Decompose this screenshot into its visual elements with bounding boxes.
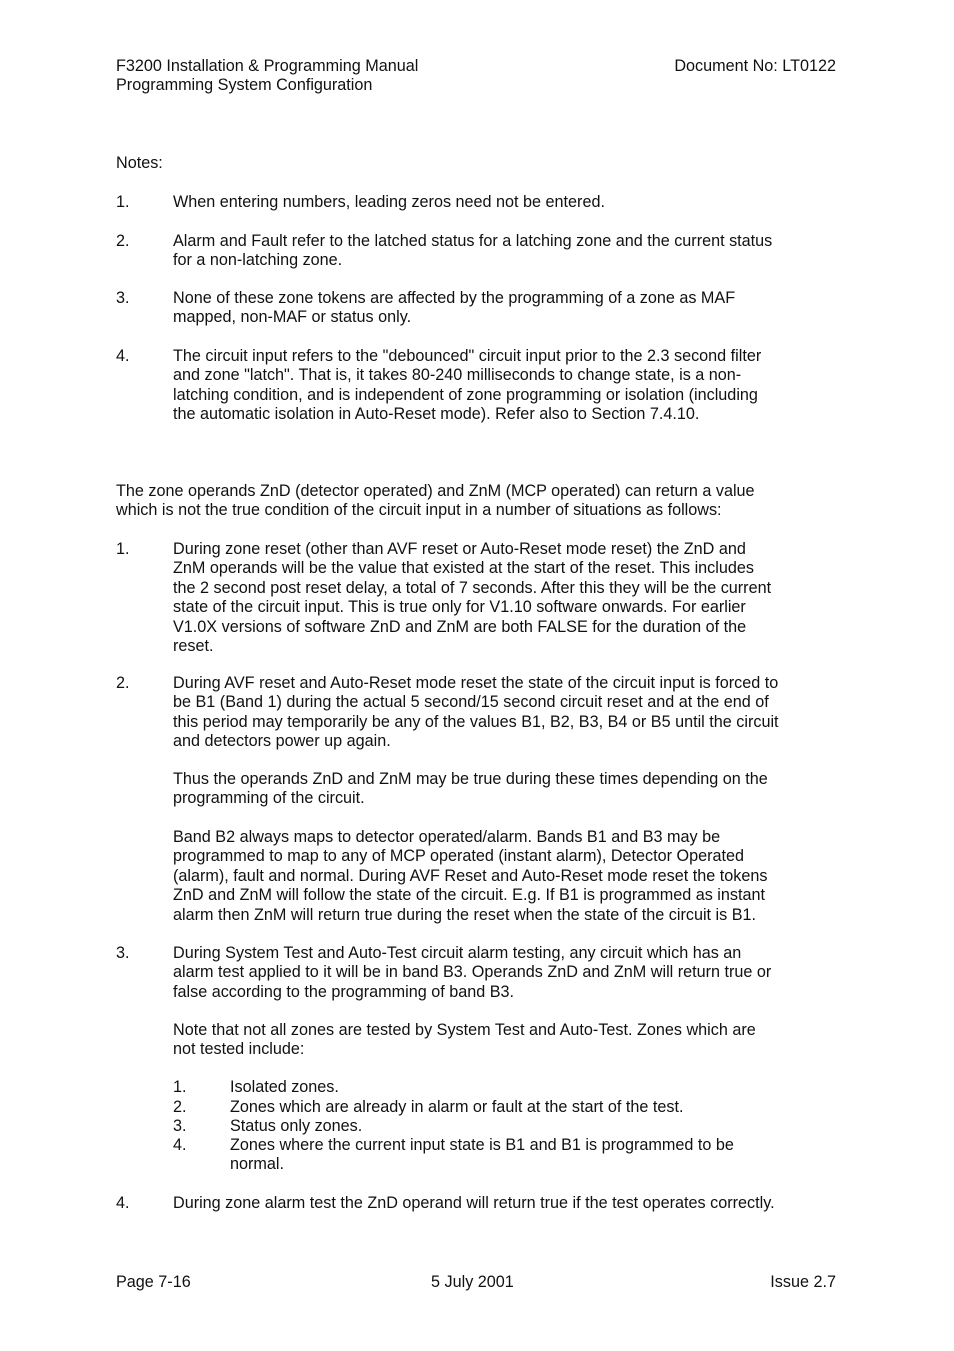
text-line: During zone alarm test the ZnD operand will return true if the test operates correctly. [173,1194,775,1212]
list-text [230,1117,790,1136]
intro-paragraph [116,482,840,521]
text-line: When entering numbers, leading zeros need not be entered. [173,193,605,211]
text-line: normal. [230,1155,284,1174]
note-number: 4. [116,347,130,365]
text-line: this period may temporarily be any of the values B1, B2, B3, B4 or B5 until the circuit [173,712,779,731]
page-number: Page 7-16 [116,1273,191,1291]
text-line: Zones where the current input state is B1 and B1 is programmed to be [230,1136,734,1154]
text-line: Alarm and Fault refer to the latched status for a latching zone and the current status [173,232,773,250]
situation-text [173,1194,840,1213]
situation-number: 2. [116,674,130,692]
issue-number: Issue 2.7 [770,1273,836,1291]
list-number: 1. [173,1078,187,1096]
situation-number: 1. [116,540,130,558]
text-line: Isolated zones. [230,1078,339,1096]
text-line: During AVF reset and Auto-Reset mode reset the state of the circuit input is forced to [173,674,779,692]
text-line: and zone "latch". That is, it takes 80-240 milliseconds to change state, is a non- [173,366,742,385]
list-text [230,1136,790,1175]
list-number: 4. [173,1136,187,1154]
list-number: 3. [173,1117,187,1135]
section-title: Programming System Configuration [116,76,373,95]
text-line: alarm test applied to it will be in band B3. Operands ZnD and ZnM will return true or [173,963,772,982]
notes-heading: Notes: [116,154,163,172]
text-line: V1.0X versions of software ZnD and ZnM are both FALSE for the duration of the [173,617,747,636]
situation-2-paragraph [173,770,840,809]
text-line: Band B2 always maps to detector operated/alarm. Bands B1 and B3 may be [173,828,721,846]
list-text [230,1098,790,1117]
page-header-left [116,57,418,96]
text-line: During zone reset (other than AVF reset or Auto-Reset mode reset) the ZnD and [173,540,746,558]
text-line: latching condition, and is independent of zone programming or isolation (including [173,385,758,404]
text-line: Note that not all zones are tested by System Test and Auto-Test. Zones which are [173,1021,756,1039]
note-text [173,289,840,328]
text-line: the automatic isolation in Auto-Reset mode). Refer also to Section 7.4.10. [173,405,700,424]
text-line: reset. [173,637,214,656]
text-line: programming of the circuit. [173,789,365,808]
text-line: ZnD and ZnM will follow the state of the circuit. E.g. If B1 is programmed as instant [173,886,765,905]
text-line: mapped, non-MAF or status only. [173,308,412,327]
note-text [173,347,840,425]
note-text [173,193,840,212]
text-line: Zones which are already in alarm or fault at the start of the test. [230,1098,684,1116]
text-line: Thus the operands ZnD and ZnM may be true during these times depending on the [173,770,768,788]
situation-text [173,540,840,656]
situation-2-paragraph [173,828,840,925]
text-line: During System Test and Auto-Test circuit alarm testing, any circuit which has an [173,944,742,962]
document-number: Document No: LT0122 [674,57,836,75]
text-line: false according to the programming of band B3. [173,982,515,1001]
text-line: The zone operands ZnD (detector operated) and ZnM (MCP operated) can return a value [116,482,755,500]
situation-text [173,674,840,752]
text-line: and detectors power up again. [173,732,391,751]
text-line: (alarm), fault and normal. During AVF Reset and Auto-Reset mode reset the tokens [173,866,768,885]
text-line: for a non-latching zone. [173,251,343,270]
text-line: which is not the true condition of the circuit input in a number of situations as follows: [116,501,722,520]
document-title: F3200 Installation & Programming Manual [116,57,419,75]
text-line: None of these zone tokens are affected by the programming of a zone as MAF [173,289,736,307]
situation-number: 3. [116,944,130,962]
page-header-right [674,57,836,76]
text-line: state of the circuit input. This is true only for V1.10 software onwards. For earlier [173,598,746,617]
situation-text [173,944,840,1002]
situation-3-paragraph [173,1021,840,1060]
list-text [230,1078,790,1097]
text-line: the 2 second post reset delay, a total of 7 seconds. After this they will be the current [173,578,772,597]
list-number: 2. [173,1098,187,1116]
note-number: 1. [116,193,130,211]
note-number: 2. [116,232,130,250]
note-number: 3. [116,289,130,307]
text-line: The circuit input refers to the "debounced" circuit input prior to the 2.3 second filter [173,347,762,365]
text-line: alarm then ZnM will return true during the reset when the state of the circuit is B1. [173,905,757,924]
situation-number: 4. [116,1194,130,1212]
text-line: Status only zones. [230,1117,363,1135]
issue-date: 5 July 2001 [431,1273,514,1291]
text-line: be B1 (Band 1) during the actual 5 second/15 second circuit reset and at the end of [173,693,769,712]
text-line: not tested include: [173,1040,305,1059]
note-text [173,232,840,271]
text-line: programmed to map to any of MCP operated (instant alarm), Detector Operated [173,847,745,866]
text-line: ZnM operands will be the value that existed at the start of the reset. This includes [173,559,754,578]
